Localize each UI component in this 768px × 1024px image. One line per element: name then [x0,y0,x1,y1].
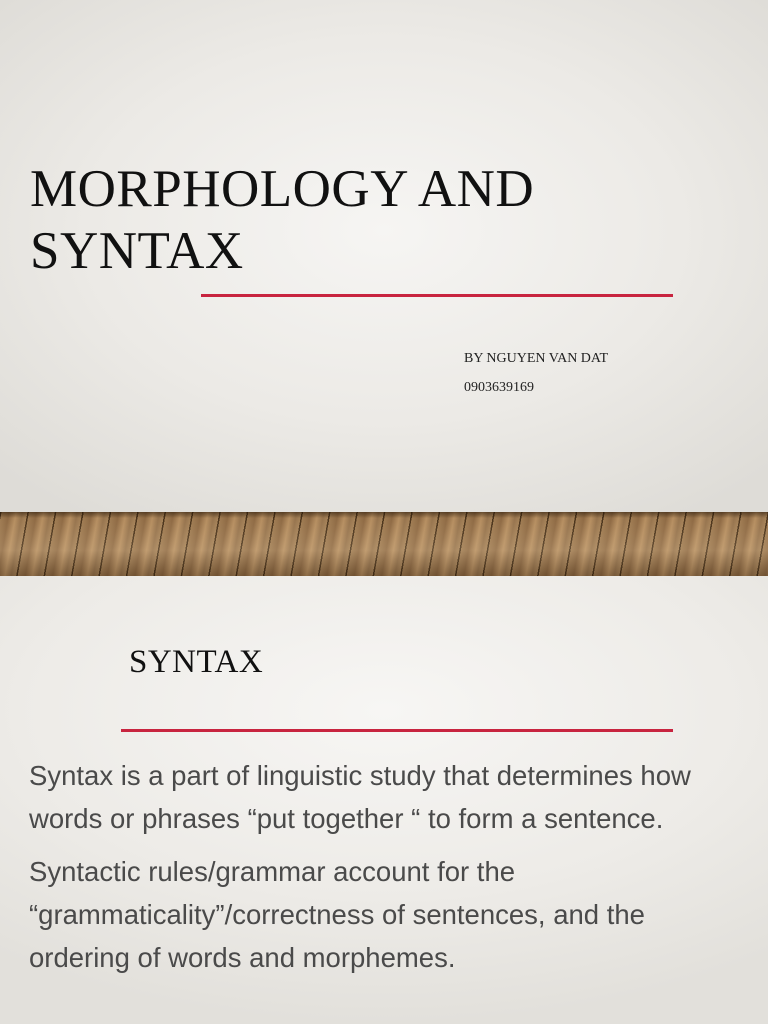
slide-title-line-1: MORPHOLOGY AND [30,160,535,218]
slide-title [30,158,730,282]
body-text [29,754,749,989]
author-phone: 0903639169 [464,380,534,395]
wood-floor-decoration [0,512,768,576]
byline [464,344,608,402]
syntax-slide [0,576,768,1024]
paragraph: Syntactic rules/grammar account for the “grammaticality”/correctness of sentences, and the ordering of words and morphemes. [29,856,645,973]
paragraph: Syntax is a part of linguistic study that determines how words or phrases “put together “ to form a sentence. [29,760,691,834]
heading-accent-line [121,729,673,732]
author-name: BY NGUYEN VAN DAT [464,351,609,366]
title-accent-line [201,294,673,297]
slide-title-line-2: SYNTAX [30,222,244,280]
section-heading: SYNTAX [129,644,264,680]
